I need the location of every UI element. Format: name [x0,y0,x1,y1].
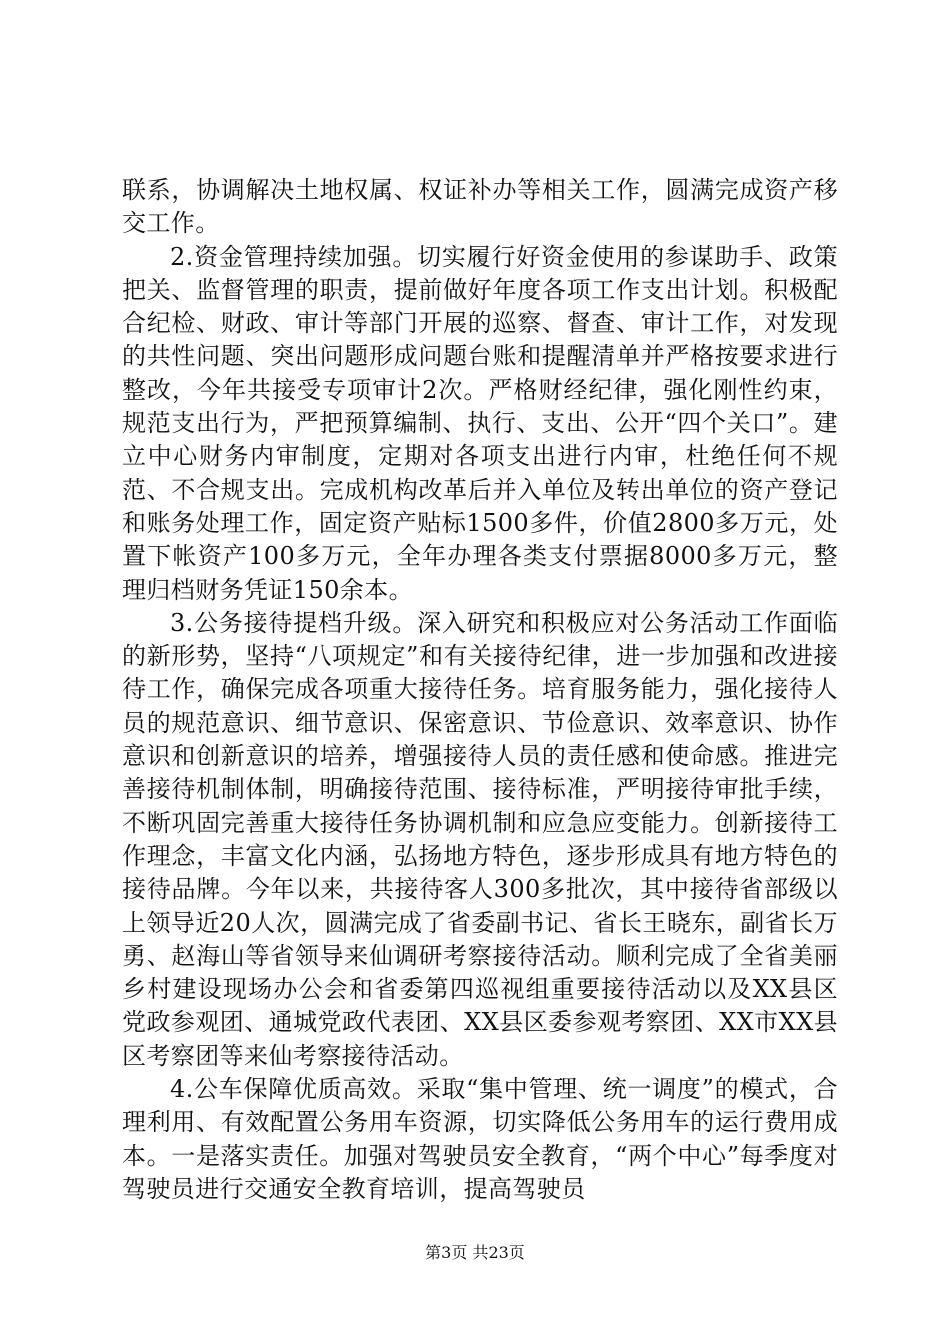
page-number-footer: 第3页 共23页 [425,1243,525,1262]
paragraph-official-reception: 3.公务接待提档升级。深入研究和积极应对公务活动工作面临的新形势，坚持“八项规定”和有关接待纪律，进一步加强和改进接待工作，确保完成各项重大接待任务。培育服务能力，强化接待人员的规范意识、细节意识、保密意识、节俭意识、效率意识、协作意识和创新意识的培养，增强接待人员的责任感和使命感。推进完善接待机制体制，明确接待范围、接待标准，严明接待审批手续，不断巩固完善重大接待任务协调机制和应急应变能力。创新接待工作理念，丰富文化内涵，弘扬地方特色，逐步形成具有地方特色的接待品牌。今年以来，共接待客人300多批次，其中接待省部级以上领导近20人次，圆满完成了省委副书记、省长王晓东，副省长万勇、赵海山等省领导来仙调研考察接待活动。顺利完成了全省美丽乡村建设现场办公会和省委第四巡视组重要接待活动以及XX县区党政参观团、通城党政代表团、XX县区委参观考察团、XX市XX县区考察团等来仙考察接待活动。 [122,608,838,1070]
paragraph-continuation: 联系，协调解决土地权属、权证补办等相关工作，圆满完成资产移交工作。 [122,176,838,238]
paragraph-official-vehicles: 4.公车保障优质高效。采取“集中管理、统一调度”的模式，合理利用、有效配置公务用车资源，切实降低公务用车的运行费用成本。一是落实责任。加强对驾驶员安全教育，“两个中心”每季度对驾驶员进行交通安全教育培训，提高驾驶员 [122,1075,838,1203]
paragraph-fund-management: 2.资金管理持续加强。切实履行好资金使用的参谋助手、政策把关、监督管理的职责，提前做好年度各项工作支出计划。积极配合纪检、财政、审计等部门开展的巡察、督查、审计工作，对发现的共性问题、突出问题形成问题台账和提醒清单并严格按要求进行整改，今年共接受专项审计2次。严格财经纪律，强化刚性约束，规范支出行为，严把预算编制、执行、支出、公开“四个关口”。建立中心财务内审制度，定期对各项支出进行内审，杜绝任何不规范、不合规支出。完成机构改革后并入单位及转出单位的资产登记和账务处理工作，固定资产贴标1500多件，价值2800多万元，处置下帐资产100多万元，全年办理各类支付票据8000多万元，整理归档财务凭证150余本。 [122,242,838,604]
document-body [122,174,838,1206]
